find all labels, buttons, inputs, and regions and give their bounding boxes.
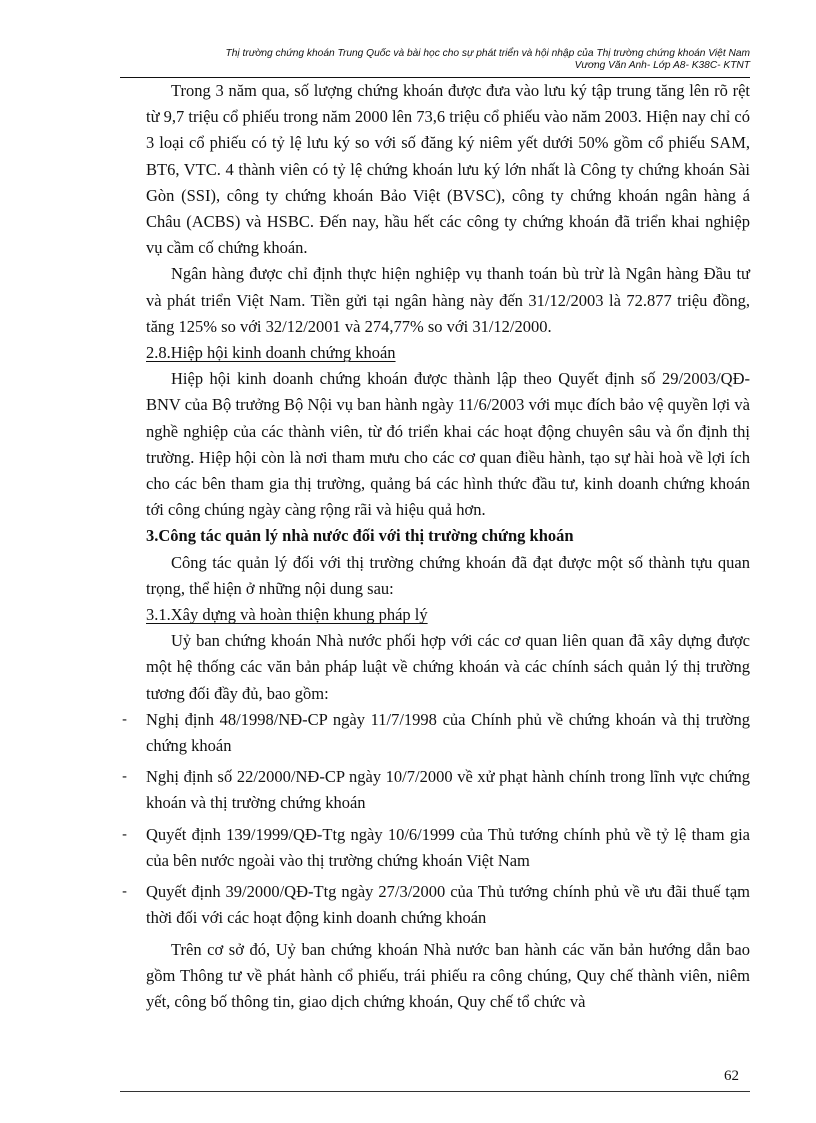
paragraph-clearing-bank: Ngân hàng được chỉ định thực hiện nghiệp vụ thanh toán bù trừ là Ngân hàng Đầu tư và phát triển Việt Nam. Tiền gửi tại ngân hàng này đến 31/12/2003 là 72.877 triệu đồng, tăng 125% so với 32/12/2001 và 274,77% so với 31/12/2000. [146,264,750,336]
footer-rule [120,1091,750,1092]
header-title: Thị trường chứng khoán Trung Quốc và bài học cho sự phát triển và hội nhập của Thị trường chứng khoán Việt Nam [225,48,750,59]
page-body [122,78,750,1015]
bullet-mark: - [122,884,128,901]
list-item-text: Nghị định 48/1998/NĐ-CP ngày 11/7/1998 của Chính phủ về chứng khoán và thị trường chứng khoán [146,709,750,756]
list-item-text: Quyết định 39/2000/QĐ-Ttg ngày 27/3/2000 của Thủ tướng chính phủ về ưu đãi thuế tạm thời đối với các hoạt động kinh doanh chứng khoán [146,882,750,928]
list-item [122,822,750,874]
list-item-text: Quyết định 139/1999/QĐ-Ttg ngày 10/6/1999 của Thủ tướng chính phủ về tỷ lệ tham gia của bên nước ngoài vào thị trường chứng khoán Việt Nam [146,824,750,870]
paragraph-depository: Trong 3 năm qua, số lượng chứng khoán được đưa vào lưu ký tập trung tăng lên rõ rệt từ 9,7 triệu cổ phiếu trong năm 2000 lên 73,6 triệu cổ phiếu vào năm 2003. Hiện nay chỉ có 3 loại cổ phiếu có tỷ lệ lưu ký so với số đăng ký niêm yết dưới 50% gồm cổ phiếu SAM, BT6, VTC. 4 thành viên có tỷ lệ chứng khoán lưu ký lớn nhất là Công ty chứng khoán Sài Gòn (SSI), công ty chứng khoán Bảo Việt (BVSC), công ty chứng khoán ngân hàng á Châu (ACBS) và HSBC. Đến nay, hầu hết các công ty chứng khoán đã triển khai nghiệp vụ cầm cố chứng khoán. [146,81,750,258]
paragraph-management: Công tác quản lý đối với thị trường chứng khoán đã đạt được một số thành tựu quan trọng, thể hiện ở những nội dung sau: [146,552,750,598]
decree-list [122,707,750,932]
list-item [122,707,750,759]
paragraph-guidance: Trên cơ sở đó, Uỷ ban chứng khoán Nhà nước ban hành các văn bản hướng dẫn bao gồm Thông tư về phát hành cổ phiếu, trái phiếu ra công chúng, Quy chế thành viên, niêm yết, công bố thông tin, giao dịch chứng khoán, Quy chế tổ chức và [146,939,750,1011]
subheading-3-1: 3.1.Xây dựng và hoàn thiện khung pháp lý [146,605,428,625]
bullet-mark: - [122,769,128,786]
list-item [122,879,750,931]
list-item-text: Nghị định số 22/2000/NĐ-CP ngày 10/7/2000 về xử phạt hành chính trong lĩnh vực chứng khoán và thị trường chứng khoán [146,767,750,813]
paragraph-association: Hiệp hội kinh doanh chứng khoán được thành lập theo Quyết định số 29/2003/QĐ-BNV của Bộ trưởng Bộ Nội vụ ban hành ngày 11/6/2003 với mục đích bảo vệ quyền lợi và nghề nghiệp của các thành viên, từ đó triển khai các hoạt động chuyên sâu và ổn định thị trường. Hiệp hội còn là nơi tham mưu cho các cơ quan điều hành, tạo sự hài hoà về lợi ích cho các bên tham gia thị trường, quảng bá các hình thức đầu tư, kinh doanh chứng khoán tới công chúng ngày càng rộng rãi và hiệu quả hơn. [146,369,750,520]
subheading-2-8: 2.8.Hiệp hội kinh doanh chứng khoán [146,343,396,363]
list-item [122,764,750,816]
header-author: Vương Văn Anh- Lớp A8- K38C- KTNT [574,60,750,71]
bullet-mark: - [122,711,128,728]
section-heading-3: 3.Công tác quản lý nhà nước đối với thị trường chứng khoán [146,526,574,546]
paragraph-legal-framework: Uỷ ban chứng khoán Nhà nước phối hợp với các cơ quan liên quan đã xây dựng được một hệ thống các văn bản pháp luật về chứng khoán và các chính sách quản lý thị trường tương đối đầy đủ, bao gồm: [146,631,750,703]
page-number: 62 [724,1068,739,1084]
running-header [120,48,750,72]
bullet-mark: - [122,826,128,843]
